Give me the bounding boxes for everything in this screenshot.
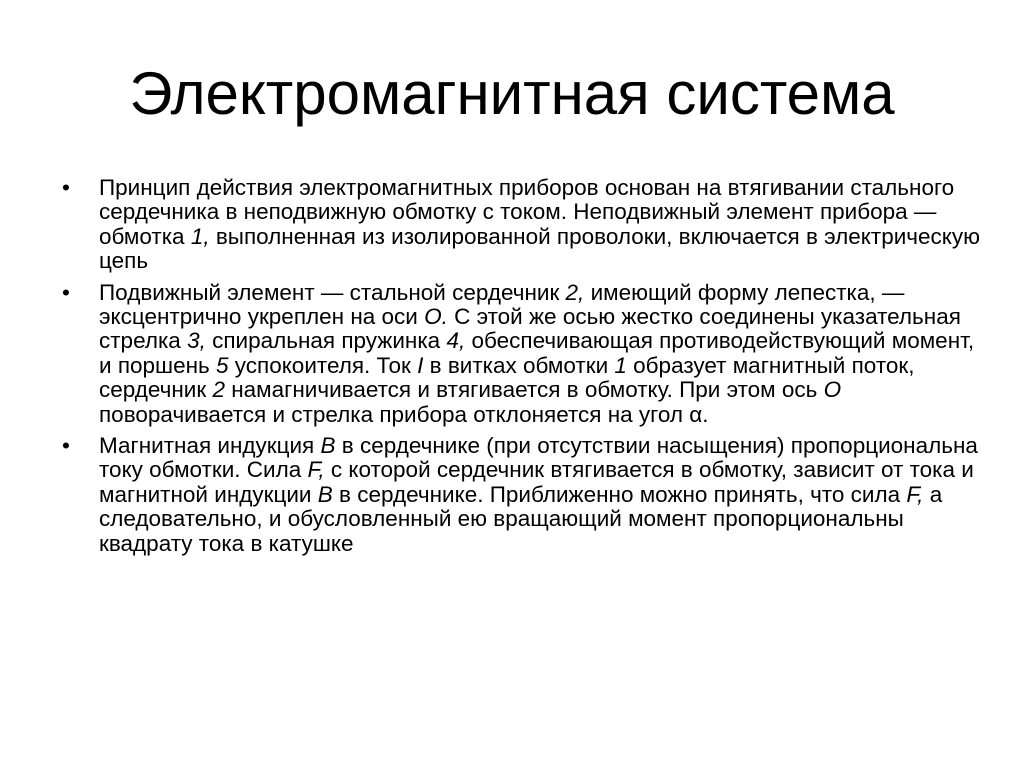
text-segment: успокоителя. Ток [228,352,418,378]
bullet-item [62,434,982,556]
bullet-dot-icon: • [62,175,70,200]
text-segment: Подвижный элемент — стальной сердечник [99,279,566,305]
text-segment: намагничивается и втягивается в обмотку. При этом ось [224,377,824,403]
text-segment-italic: I [417,352,424,378]
bullet-dot-icon: • [62,279,70,305]
bullet-item [62,281,982,427]
text-segment: с которой сердечник втягивается в обмотку, зависит от тока и магнитной индукции [99,457,974,507]
text-segment: С этой же осью жестко соединены указательная стрелка [99,304,961,354]
bullet-text [99,433,978,556]
text-segment: в сердечнике. Приближенно можно принять, что сила [332,481,907,507]
text-segment-italic: О. [424,304,448,330]
text-segment-italic: 1 [614,352,627,378]
slide-title: Электромагнитная система [129,60,895,127]
text-segment-italic: О [823,377,842,403]
text-segment-italic: F, [307,457,325,483]
text-segment-italic: F, [906,481,924,507]
text-segment-italic: 4, [446,328,466,354]
bullet-text [99,280,974,427]
text-segment-italic: 1, [190,223,210,249]
text-segment: образует магнитный поток, сердечник [99,352,915,403]
text-segment-italic: 2 [212,377,225,403]
text-segment: имеющий форму лепестка, — эксцентрично укреплен на оси [99,279,905,330]
text-segment: Магнитная индукция [99,433,321,459]
text-segment-italic: 3, [187,328,206,354]
text-segment: в витках обмотки [423,352,615,378]
text-segment: поворачивается и стрелка прибора отклоняется на угол α. [99,401,709,427]
text-segment-italic: В [317,481,333,507]
text-segment: обеспечивающая противодействующий момент, и поршень [99,328,975,378]
bullet-dot-icon: • [62,433,70,459]
text-segment: Принцип действия электромагнитных приборов основан на втягивании стального сердечника в неподвижную обмотку с током. Неподвижный элемент прибора — обмотка [99,175,955,249]
text-segment: в сердечнике (при отсутствии насыщения) пропорциональна току обмотки. Сила [99,433,978,483]
text-segment: спиральная пружинка [205,328,447,354]
text-segment-italic: 5 [216,352,229,378]
bullet-text [99,175,980,273]
bullet-list [62,176,982,563]
text-segment: выполненная из изолированной проволоки, включается в электрическую цепь [99,223,980,274]
bullet-item [62,176,982,274]
text-segment-italic: В [320,433,336,459]
text-segment: а следовательно, и обусловленный ею вращающий момент пропорциональны квадрату тока в катушке [99,481,943,556]
text-segment-italic: 2, [565,279,585,305]
